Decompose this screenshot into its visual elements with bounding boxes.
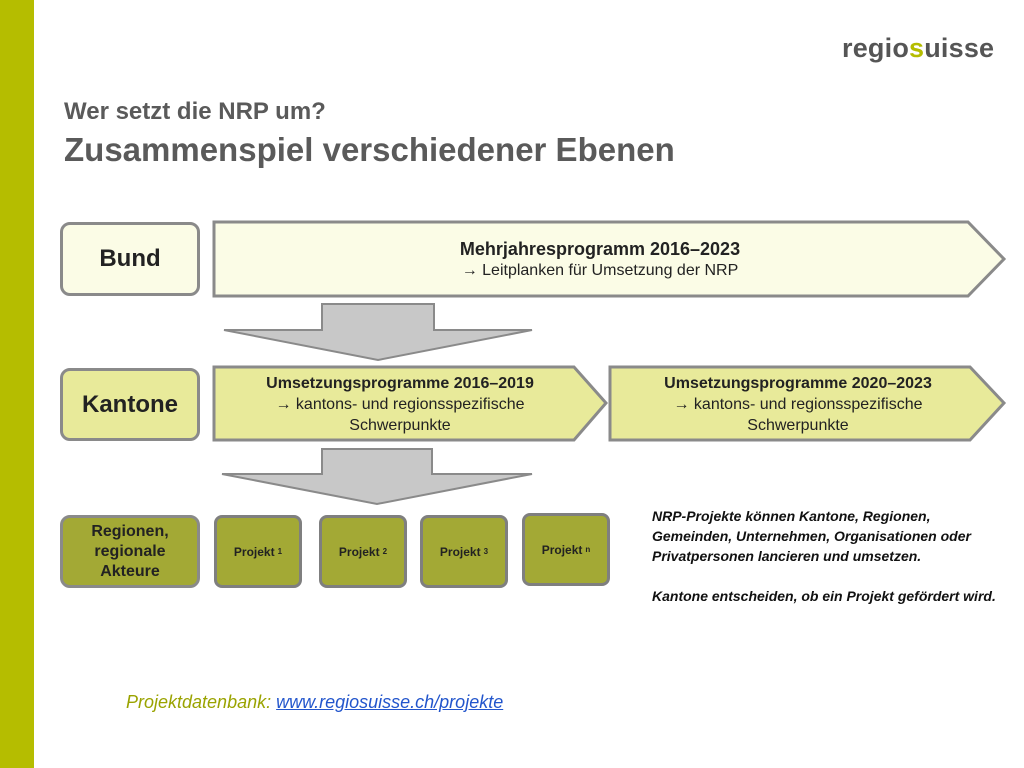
project-1-label: Projekt — [233, 544, 275, 559]
umsetzung-1-sub-1: → kantons- und regionsspezifische — [275, 395, 525, 413]
slide-title: Zusammenspiel verschiedener Ebenen — [64, 131, 675, 168]
project-box-1 — [214, 515, 302, 588]
down-arrow-bund-kantone — [224, 304, 532, 360]
umsetzung-2-heading: Umsetzungsprogramme 2020–2023 — [664, 374, 932, 392]
project-1-index: 1 — [277, 547, 283, 556]
footer — [126, 692, 503, 713]
info-paragraph-2: Kantone entscheiden, ob ein Projekt gefördert wird. — [652, 588, 996, 604]
projektdatenbank-link[interactable]: www.regiosuisse.ch/projekte — [276, 692, 504, 712]
level-kantone-label: Kantone — [82, 390, 178, 418]
umsetzung-1-heading: Umsetzungsprogramme 2016–2019 — [266, 374, 534, 392]
footer-label: Projektdatenbank: — [126, 692, 277, 712]
mehrjahresprogramm-text — [214, 226, 986, 292]
level-bund-label: Bund — [99, 245, 161, 272]
umsetzung-1-sub-2: Schwerpunkte — [349, 416, 451, 434]
info-text — [652, 506, 1002, 606]
project-box-2 — [319, 515, 407, 588]
umsetzung-2-sub-1: → kantons- und regionsspezifische — [673, 395, 923, 413]
down-arrow-kantone-projekte — [222, 449, 532, 504]
project-n-label: Projekt — [541, 542, 583, 557]
slide-subtitle: Wer setzt die NRP um? — [64, 98, 326, 125]
project-n-index: n — [585, 545, 591, 554]
level-bund — [60, 222, 200, 296]
project-box-3 — [420, 515, 508, 588]
project-3-label: Projekt — [439, 544, 481, 559]
project-3-index: 3 — [483, 547, 489, 556]
project-box-n — [522, 513, 610, 586]
umsetzung-1-text — [214, 369, 586, 439]
info-paragraph-1: NRP-Projekte können Kantone, Regionen, Gemeinden, Unternehmen, Organisationen oder Privatpersonen lancieren und umsetzen. — [652, 508, 971, 564]
level-regionen-line-3: Akteure — [100, 562, 160, 580]
mehrjahresprogramm-sub: → Leitplanken für Umsetzung der NRP — [461, 261, 739, 279]
umsetzung-2-text — [610, 369, 986, 439]
project-2-index: 2 — [382, 547, 388, 556]
umsetzung-2-sub-2: Schwerpunkte — [747, 416, 849, 434]
level-kantone — [60, 368, 200, 441]
level-regionen — [60, 515, 200, 588]
project-2-label: Projekt — [338, 544, 380, 559]
level-regionen-line-1: Regionen, — [91, 522, 169, 540]
regiosuisse-logo: regiosuisse — [842, 33, 995, 63]
mehrjahresprogramm-heading: Mehrjahresprogramm 2016–2023 — [459, 238, 741, 259]
level-regionen-line-2: regionale — [94, 542, 166, 560]
